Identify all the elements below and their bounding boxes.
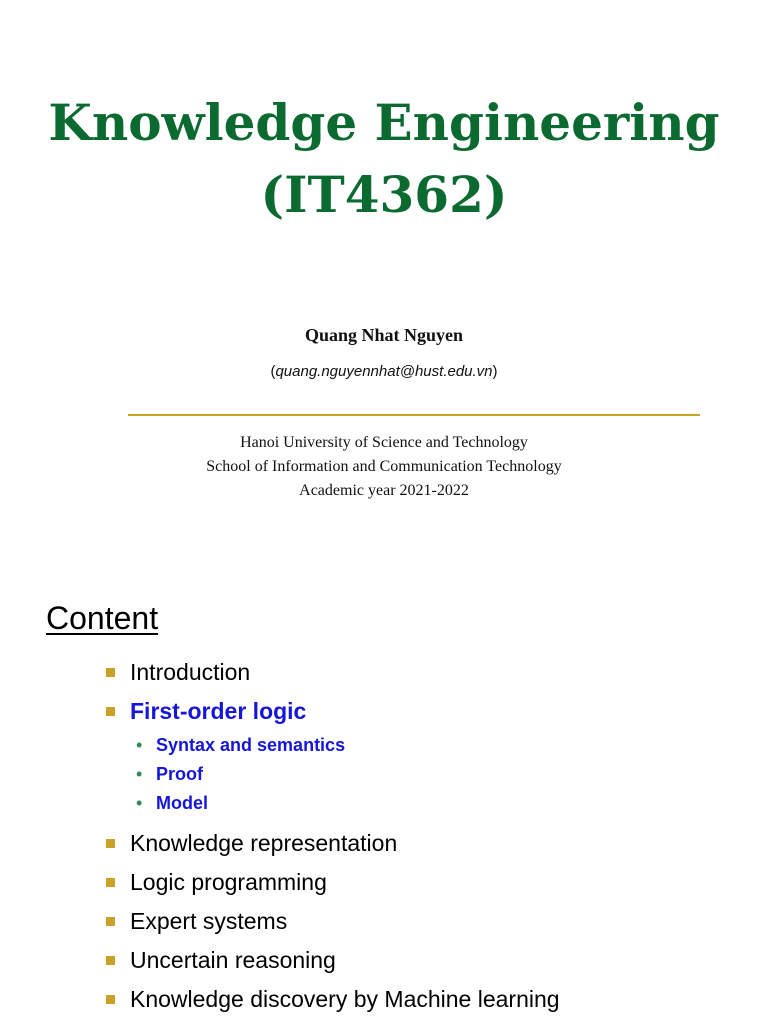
course-title: Knowledge Engineering <box>48 93 720 152</box>
sub-item-label: Proof <box>156 764 203 784</box>
sub-item <box>136 731 746 760</box>
item-label: Uncertain reasoning <box>130 947 336 973</box>
university-name: Hanoi University of Science and Technology <box>240 434 528 451</box>
square-bullet-icon <box>106 995 115 1004</box>
course-code: (IT4362) <box>260 165 508 224</box>
sub-item-label: Syntax and semantics <box>156 735 346 755</box>
list-item <box>106 868 746 896</box>
content-list <box>106 658 746 1024</box>
author-email: (quang.nguyennhat@hust.edu.vn) <box>270 363 498 380</box>
content-heading: Content <box>46 600 159 636</box>
sub-item-label: Model <box>156 793 208 813</box>
sub-list <box>130 731 746 818</box>
item-label: Logic programming <box>130 869 327 895</box>
square-bullet-icon <box>106 668 115 677</box>
item-label: First-order logic <box>130 698 307 724</box>
dot-bullet-icon: • <box>136 735 143 755</box>
list-item-active <box>106 697 746 818</box>
item-label: Introduction <box>130 659 251 685</box>
item-label: Knowledge discovery by Machine learning <box>130 986 560 1012</box>
list-item <box>106 907 746 935</box>
square-bullet-icon <box>106 707 115 716</box>
list-item <box>106 985 746 1013</box>
divider-line <box>128 414 700 416</box>
list-item <box>106 946 746 974</box>
square-bullet-icon <box>106 917 115 926</box>
list-item <box>106 829 746 857</box>
item-label: Knowledge representation <box>130 830 398 856</box>
square-bullet-icon <box>106 839 115 848</box>
list-item <box>106 658 746 686</box>
square-bullet-icon <box>106 956 115 965</box>
email-text: quang.nguyennhat@hust.edu.vn <box>275 363 493 380</box>
school-name: School of Information and Communication Technology <box>206 458 562 475</box>
author-name: Quang Nhat Nguyen <box>304 325 464 345</box>
item-label: Expert systems <box>130 908 288 934</box>
dot-bullet-icon: • <box>136 793 143 813</box>
square-bullet-icon <box>106 878 115 887</box>
sub-item <box>136 789 746 818</box>
academic-year: Academic year 2021-2022 <box>299 482 469 499</box>
content-slide <box>0 576 768 1024</box>
dot-bullet-icon: • <box>136 764 143 784</box>
sub-item <box>136 760 746 789</box>
